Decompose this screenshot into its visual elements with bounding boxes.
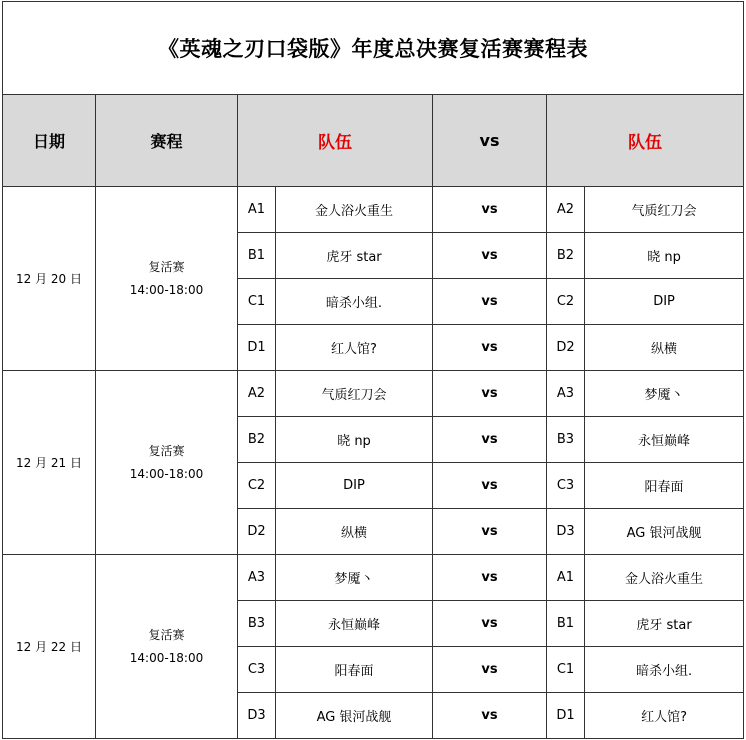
team-b-code: D1	[547, 693, 585, 739]
team-b-name: DIP	[585, 279, 744, 325]
team-b-code: D2	[547, 325, 585, 371]
vs-label: vs	[433, 371, 547, 417]
team-a-code: A2	[238, 371, 276, 417]
vs-label: vs	[433, 463, 547, 509]
vs-label: vs	[433, 509, 547, 555]
team-b-name: 金人浴火重生	[585, 555, 744, 601]
team-b-name: 纵横	[585, 325, 744, 371]
schedule-body	[3, 2, 744, 739]
team-b-code: D3	[547, 509, 585, 555]
team-b-code: B3	[547, 417, 585, 463]
header-date: 日期	[3, 95, 96, 187]
team-b-name: 气质红刀会	[585, 187, 744, 233]
team-a-code: D3	[238, 693, 276, 739]
match-date: 12 月 21 日	[3, 371, 96, 555]
match-date: 12 月 22 日	[3, 555, 96, 739]
team-a-name: 红人馆?	[276, 325, 433, 371]
vs-label: vs	[433, 693, 547, 739]
team-b-code: B1	[547, 601, 585, 647]
team-a-name: 虎牙 star	[276, 233, 433, 279]
header-schedule: 赛程	[96, 95, 238, 187]
team-b-name: 永恒巅峰	[585, 417, 744, 463]
team-b-code: A1	[547, 555, 585, 601]
page-title: 《英魂之刃口袋版》年度总决赛复活赛赛程表	[3, 2, 744, 95]
header-vs: vs	[433, 95, 547, 187]
match-row	[3, 555, 744, 601]
team-a-name: 金人浴火重生	[276, 187, 433, 233]
stage-time: 14:00-18:00	[129, 466, 204, 481]
team-a-code: D2	[238, 509, 276, 555]
stage-time: 14:00-18:00	[129, 282, 204, 297]
vs-label: vs	[433, 233, 547, 279]
stage-label: 复活赛	[148, 627, 185, 642]
team-a-code: A1	[238, 187, 276, 233]
team-a-code: B2	[238, 417, 276, 463]
team-a-code: B1	[238, 233, 276, 279]
stage-label: 复活赛	[148, 259, 185, 274]
team-a-code: C2	[238, 463, 276, 509]
team-b-code: B2	[547, 233, 585, 279]
team-a-name: AG 银河战舰	[276, 693, 433, 739]
header-team-b: 队伍	[547, 95, 744, 187]
match-stage	[96, 371, 238, 555]
team-b-code: A2	[547, 187, 585, 233]
team-a-code: D1	[238, 325, 276, 371]
header-row	[3, 95, 744, 187]
vs-label: vs	[433, 555, 547, 601]
team-b-code: C3	[547, 463, 585, 509]
team-b-name: 虎牙 star	[585, 601, 744, 647]
team-a-name: DIP	[276, 463, 433, 509]
vs-label: vs	[433, 647, 547, 693]
match-date: 12 月 20 日	[3, 187, 96, 371]
vs-label: vs	[433, 325, 547, 371]
schedule-table	[2, 1, 744, 739]
team-b-name: 阳春面	[585, 463, 744, 509]
team-b-code: A3	[547, 371, 585, 417]
team-a-name: 暗杀小组.	[276, 279, 433, 325]
match-stage	[96, 555, 238, 739]
vs-label: vs	[433, 187, 547, 233]
team-a-code: B3	[238, 601, 276, 647]
team-b-code: C2	[547, 279, 585, 325]
team-b-name: 晓 np	[585, 233, 744, 279]
team-a-name: 纵横	[276, 509, 433, 555]
team-b-name: 梦魇丶	[585, 371, 744, 417]
team-b-name: 红人馆?	[585, 693, 744, 739]
match-row	[3, 371, 744, 417]
team-a-name: 永恒巅峰	[276, 601, 433, 647]
team-a-name: 气质红刀会	[276, 371, 433, 417]
team-a-code: C1	[238, 279, 276, 325]
vs-label: vs	[433, 417, 547, 463]
stage-time: 14:00-18:00	[129, 650, 204, 665]
team-a-name: 晓 np	[276, 417, 433, 463]
stage-label: 复活赛	[148, 443, 185, 458]
vs-label: vs	[433, 279, 547, 325]
team-a-code: C3	[238, 647, 276, 693]
match-row	[3, 187, 744, 233]
team-b-name: 暗杀小组.	[585, 647, 744, 693]
team-a-name: 阳春面	[276, 647, 433, 693]
team-b-code: C1	[547, 647, 585, 693]
match-stage	[96, 187, 238, 371]
team-a-code: A3	[238, 555, 276, 601]
team-a-name: 梦魇丶	[276, 555, 433, 601]
team-b-name: AG 银河战舰	[585, 509, 744, 555]
vs-label: vs	[433, 601, 547, 647]
header-team-a: 队伍	[238, 95, 433, 187]
title-row	[3, 2, 744, 95]
